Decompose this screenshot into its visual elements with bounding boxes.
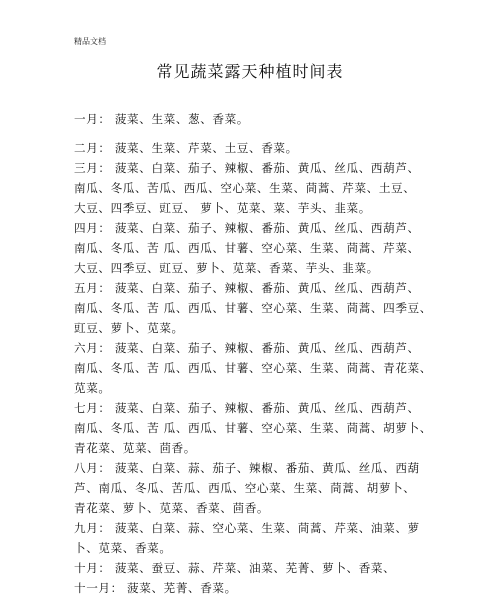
text-line: 九月： 菠菜、白菜、蒜、空心菜、生菜、茼蒿、芹菜、油菜、萝 — [74, 521, 420, 535]
text-line: 十一月： 菠菜、芜菁、香菜。 — [74, 581, 237, 595]
text-line: 青花菜、苋菜、茴香。 — [74, 441, 196, 455]
text-line: 三月： 菠菜、白菜、茄子、辣椒、番茄、黄瓜、丝瓜、西葫芦、 — [74, 161, 420, 175]
text-line: 芦、南瓜、冬瓜、苦瓜、西瓜、空心菜、生菜、茼蒿、胡萝卜、 — [74, 481, 416, 495]
text-line: 南瓜、冬瓜、苦 瓜、西瓜、甘薯、空心菜、生菜、茼蒿、青花菜、 — [74, 361, 432, 375]
text-line: 四月： 菠菜、白菜、茄子、辣椒、番茄、黄瓜、丝瓜、西葫芦、 — [74, 221, 420, 235]
text-line: 大豆、四季豆、豇豆、萝卜、苋菜、香菜、芋头、韭菜。 — [74, 261, 379, 275]
text-line: 七月： 菠菜、白菜、茄子、辣椒、番茄、黄瓜、丝瓜、西葫芦、 — [74, 401, 420, 415]
text-line: 卜、苋菜、香菜。 — [74, 541, 172, 555]
text-line: 八月： 菠菜、白菜、蒜、茄子、辣椒、番茄、黄瓜、丝瓜、西葫 — [74, 461, 420, 475]
text-line: 十月： 菠菜、蚕豆、蒜、芹菜、油菜、芜菁、萝卜、香菜、 — [74, 561, 396, 575]
text-line: 南瓜、冬瓜、苦瓜、西瓜、空心菜、生菜、茼蒿、芹菜、土豆、 — [74, 181, 416, 195]
text-line: 南瓜、冬瓜、苦 瓜、西瓜、甘薯、空心菜、生菜、茼蒿、四季豆、 — [74, 301, 432, 315]
text-line: 苋菜。 — [74, 381, 111, 395]
text-line: 青花菜、萝卜、苋菜、香菜、茴香。 — [74, 501, 270, 515]
text-line: 二月： 菠菜、生菜、芹菜、土豆、香菜。 — [74, 141, 298, 155]
document-title: 常见蔬菜露天种植时间表 — [156, 62, 344, 81]
text-line: 大豆、四季豆、豇豆、 萝卜、苋菜、菜、芋头、韭菜。 — [74, 201, 371, 215]
text-line: 豇豆、萝卜、苋菜。 — [74, 321, 184, 335]
text-line-january: 一月： 菠菜、生菜、葱、香菜。 — [74, 112, 249, 126]
header-mark: 精品文档 — [74, 37, 106, 46]
text-line: 南瓜、冬瓜、苦 瓜、西瓜、甘薯、空心菜、生菜、茼蒿、胡萝卜、 — [74, 421, 432, 435]
text-line: 南瓜、冬瓜、苦 瓜、西瓜、甘薯、空心菜、生菜、茼蒿、芹菜、 — [74, 241, 420, 255]
document-body — [74, 109, 434, 598]
text-line: 五月： 菠菜、白菜、茄子、辣椒、番茄、黄瓜、丝瓜、西葫芦、 — [74, 281, 420, 295]
text-line: 六月： 菠菜、白菜、茄子、辣椒、番茄、黄瓜、丝瓜、西葫芦、 — [74, 341, 420, 355]
